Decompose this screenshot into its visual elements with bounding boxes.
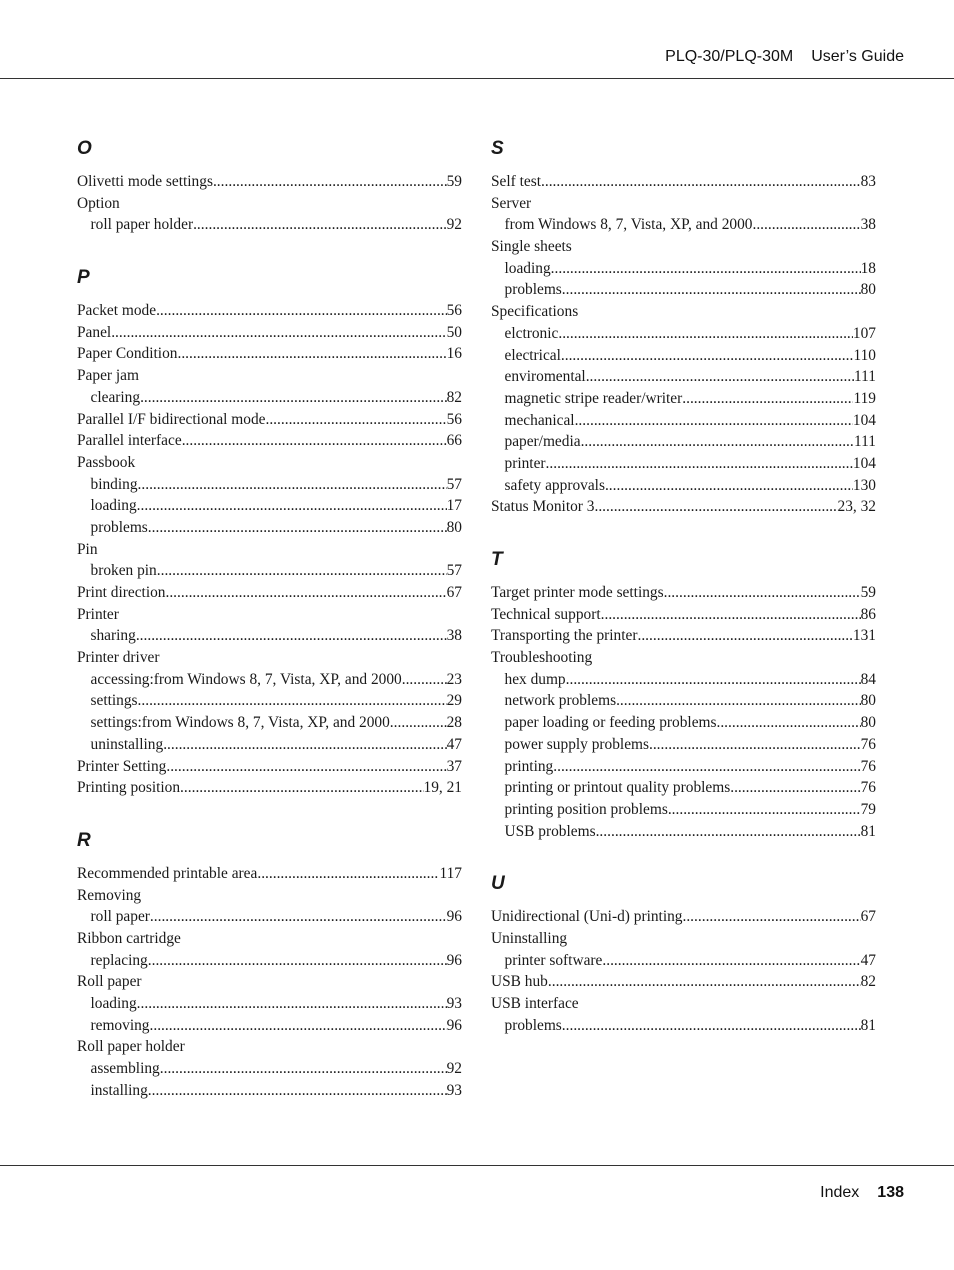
entry-term: Option [77, 194, 120, 212]
entry-page-ref: 16 [446, 345, 462, 363]
entry-page-ref: 104 [852, 411, 876, 429]
entry-term: clearing [90, 388, 141, 406]
entry-term: USB interface [491, 995, 579, 1012]
entry-term: printer software [504, 951, 603, 969]
entry-page-ref: 17 [446, 497, 462, 515]
dot-leader [581, 431, 854, 453]
index-section [77, 266, 462, 799]
index-entry [491, 496, 876, 518]
entry-term: accessing:from Windows 8, 7, Vista, XP, and 2000 [90, 670, 402, 688]
index-subentry [77, 387, 462, 409]
entry-term: Panel [77, 323, 112, 341]
index-subentry [491, 431, 876, 453]
entry-term: problems [504, 1016, 562, 1034]
index-subentry [77, 993, 462, 1015]
entry-term: Packet mode [77, 302, 157, 320]
index-entry [77, 452, 462, 474]
entry-page-ref: 47 [860, 951, 876, 969]
entry-page-ref: 80 [446, 518, 462, 536]
dot-leader [140, 387, 447, 409]
dot-leader [558, 323, 853, 345]
dot-leader [193, 214, 447, 236]
entry-page-ref: 111 [854, 433, 876, 451]
footer-section: Index [820, 1184, 860, 1201]
section-letter: S [491, 138, 504, 159]
index-subentry [491, 1015, 876, 1037]
index-subentry [491, 821, 876, 843]
entry-term: Specifications [491, 303, 579, 321]
entry-page-ref: 56 [446, 410, 462, 428]
entry-term: Unidirectional (Uni-d) printing [491, 908, 683, 926]
index-subentry [77, 950, 462, 972]
section-letter: R [77, 829, 91, 851]
entry-page-ref: 38 [446, 627, 462, 645]
entry-term: loading [90, 995, 137, 1012]
dot-leader [601, 604, 861, 626]
index-entry [491, 928, 876, 950]
entry-term: safety approvals [504, 476, 605, 494]
entry-page-ref: 84 [860, 670, 876, 688]
entry-term: Paper Condition [77, 345, 178, 363]
entry-page-ref: 96 [446, 908, 462, 926]
entry-page-ref: 82 [860, 973, 876, 991]
entry-term: Removing [77, 886, 142, 904]
dot-leader [730, 777, 860, 799]
index-subentry [77, 1058, 462, 1080]
entry-term: USB hub [491, 973, 548, 991]
dot-leader [148, 1080, 447, 1102]
index-entry [77, 430, 462, 452]
entry-term: Troubleshooting [491, 649, 593, 667]
entry-page-ref: 76 [860, 779, 876, 797]
dot-leader [182, 430, 447, 452]
index-entry [491, 647, 876, 669]
entry-term: Printer driver [77, 649, 160, 667]
index-subentry [491, 279, 876, 301]
dot-leader [148, 950, 447, 972]
entry-page-ref: 76 [860, 757, 876, 775]
entry-page-ref: 29 [446, 692, 462, 710]
index-subentry [491, 388, 876, 410]
entry-page-ref: 56 [446, 302, 462, 320]
index-section [491, 548, 876, 842]
entry-page-ref: 131 [852, 627, 876, 645]
index-entry [491, 301, 876, 323]
entry-term: Paper jam [77, 367, 139, 385]
entry-page-ref: 19, 21 [423, 779, 462, 797]
product-name: PLQ-30/PLQ-30M [665, 48, 794, 65]
page-header [665, 48, 904, 66]
dot-leader [546, 453, 853, 475]
dot-leader [575, 410, 853, 432]
dot-leader [213, 171, 447, 193]
entry-term: uninstalling [90, 735, 164, 753]
dot-leader [682, 388, 853, 410]
entry-page-ref: 37 [446, 757, 462, 775]
entry-term: Printing position [77, 779, 181, 797]
dot-leader [265, 409, 446, 431]
entry-term: assembling [90, 1060, 160, 1078]
index-entry [77, 777, 462, 799]
entry-term: problems [504, 281, 562, 299]
entry-term: magnetic stripe reader/writer [504, 389, 683, 407]
entry-term: from Windows 8, 7, Vista, XP, and 2000 [504, 216, 753, 234]
entry-term: printing [504, 757, 554, 775]
entry-page-ref: 80 [860, 692, 876, 710]
entry-term: paper/media [504, 433, 581, 451]
index-entry [77, 971, 462, 993]
index-subentry [491, 323, 876, 345]
entry-page-ref: 80 [860, 714, 876, 732]
index-subentry [491, 756, 876, 778]
index-subentry [491, 258, 876, 280]
index-subentry [491, 712, 876, 734]
index-entry [77, 756, 462, 778]
entry-term: replacing [90, 951, 148, 969]
entry-term: settings [90, 692, 138, 710]
index-entry [491, 971, 876, 993]
entry-page-ref: 67 [860, 908, 876, 926]
entry-page-ref: 96 [446, 951, 462, 969]
index-entry [77, 539, 462, 561]
entry-page-ref: 80 [860, 281, 876, 299]
index-subentry [77, 906, 462, 928]
entry-term: Target printer mode settings [491, 584, 664, 601]
entry-page-ref: 47 [446, 735, 462, 753]
entry-term: Parallel I/F bidirectional mode [77, 410, 266, 428]
entry-term: USB problems [504, 822, 596, 840]
index-entry [77, 863, 462, 885]
index-entry [77, 300, 462, 322]
dot-leader [562, 279, 861, 301]
dot-leader [160, 1058, 447, 1080]
index-subentry [491, 777, 876, 799]
index-subentry [491, 799, 876, 821]
entry-page-ref: 79 [860, 800, 876, 818]
dot-leader [157, 560, 447, 582]
entry-term: sharing [90, 627, 136, 645]
section-letter: T [491, 549, 503, 570]
index-entry [77, 193, 462, 215]
dot-leader [586, 366, 854, 388]
entry-page-ref: 67 [446, 584, 462, 601]
index-subentry [491, 453, 876, 475]
entry-term: binding [90, 475, 138, 493]
entry-page-ref: 57 [446, 475, 462, 493]
entry-term: power supply problems [504, 735, 649, 753]
dot-leader [637, 625, 852, 647]
index-subentry [77, 560, 462, 582]
dot-leader [566, 669, 861, 691]
entry-term: Ribbon cartridge [77, 929, 181, 947]
entry-term: Printer Setting [77, 757, 167, 775]
entry-term: printer [504, 454, 546, 472]
entry-term: network problems [504, 692, 617, 710]
entry-page-ref: 23, 32 [837, 498, 876, 516]
entry-term: printing position problems [504, 800, 668, 818]
entry-term: broken pin [90, 562, 157, 580]
entry-page-ref: 57 [446, 562, 462, 580]
entry-page-ref: 86 [860, 605, 876, 623]
dot-leader [562, 1015, 861, 1037]
index-entry [491, 193, 876, 215]
index-subentry [491, 950, 876, 972]
dot-leader [616, 690, 861, 712]
entry-term: settings:from Windows 8, 7, Vista, XP, and 2000 [90, 714, 390, 732]
dot-leader [136, 625, 447, 647]
entry-term: Status Monitor 3 [491, 498, 595, 516]
index-subentry [77, 712, 462, 734]
index-entry [491, 236, 876, 258]
index-entry [491, 604, 876, 626]
entry-term: Print direction [77, 584, 166, 601]
entry-term: Printer [77, 605, 119, 623]
entry-term: Server [491, 194, 532, 212]
index-entry [491, 906, 876, 928]
entry-page-ref: 107 [852, 324, 876, 342]
dot-leader [111, 322, 446, 344]
index-entry [77, 365, 462, 387]
index-section [77, 137, 462, 236]
index-subentry [77, 1080, 462, 1102]
entry-page-ref: 92 [446, 216, 462, 234]
entry-page-ref: 130 [852, 476, 876, 494]
entry-page-ref: 104 [852, 454, 876, 472]
entry-term: paper loading or feeding problems [504, 714, 717, 732]
index-subentry [491, 690, 876, 712]
dot-leader [682, 906, 860, 928]
entry-term: Olivetti mode settings [77, 173, 213, 190]
index-subentry [77, 214, 462, 236]
entry-page-ref: 81 [860, 822, 876, 840]
dot-leader [594, 496, 837, 518]
entry-page-ref: 82 [446, 388, 462, 406]
entry-page-ref: 119 [853, 389, 876, 407]
entry-term: roll paper [90, 908, 150, 926]
entry-page-ref: 93 [446, 995, 462, 1012]
footer-rule [0, 1165, 954, 1166]
dot-leader [541, 171, 861, 193]
entry-term: Technical support [491, 605, 601, 623]
entry-term: hex dump [504, 670, 566, 688]
entry-page-ref: 81 [860, 1016, 876, 1034]
entry-term: loading [90, 497, 137, 515]
index-subentry [77, 1015, 462, 1037]
entry-term: Recommended printable area [77, 864, 258, 882]
index-section [491, 137, 876, 518]
dot-leader [163, 734, 446, 756]
entry-page-ref: 92 [446, 1060, 462, 1078]
entry-term: Parallel interface [77, 432, 182, 450]
dot-leader [150, 906, 447, 928]
dot-leader [138, 690, 447, 712]
index-section [491, 872, 876, 1036]
entry-term: printing or printout quality problems [504, 779, 731, 797]
entry-term: Self test [491, 173, 542, 190]
index-entry [77, 582, 462, 604]
index-entry [77, 604, 462, 626]
entry-term: enviromental [504, 368, 586, 386]
page-number: 138 [877, 1184, 904, 1201]
index-section [77, 829, 462, 1102]
dot-leader [137, 495, 447, 517]
page-footer [820, 1184, 904, 1202]
section-letter: U [491, 873, 505, 895]
index-subentry [491, 669, 876, 691]
entry-page-ref: 50 [446, 323, 462, 341]
dot-leader [553, 756, 860, 778]
dot-leader [177, 343, 446, 365]
entry-term: roll paper holder [90, 216, 194, 234]
dot-leader [664, 582, 861, 604]
entry-term: removing [90, 1016, 150, 1034]
dot-leader [551, 258, 861, 280]
dot-leader [137, 993, 447, 1015]
index-column-left [77, 137, 462, 1131]
index-subentry [77, 669, 462, 691]
entry-page-ref: 76 [860, 735, 876, 753]
entry-page-ref: 28 [446, 714, 462, 732]
index-subentry [77, 517, 462, 539]
dot-leader [257, 863, 439, 885]
entry-page-ref: 83 [860, 173, 876, 190]
index-entry [77, 409, 462, 431]
entry-page-ref: 59 [446, 173, 462, 190]
dot-leader [166, 756, 446, 778]
entry-page-ref: 18 [860, 259, 876, 277]
entry-term: Roll paper holder [77, 1038, 185, 1056]
entry-term: Roll paper [77, 973, 142, 991]
header-rule [0, 78, 954, 79]
entry-page-ref: 66 [446, 432, 462, 450]
index-entry [77, 322, 462, 344]
index-subentry [491, 410, 876, 432]
dot-leader [668, 799, 861, 821]
dot-leader [752, 214, 860, 236]
entry-page-ref: 96 [446, 1016, 462, 1034]
dot-leader [716, 712, 860, 734]
dot-leader [165, 582, 446, 604]
entry-term: electrical [504, 346, 561, 364]
dot-leader [402, 669, 447, 691]
index-entry [77, 343, 462, 365]
entry-term: loading [504, 259, 551, 277]
entry-term: Transporting the printer [491, 627, 638, 645]
index-subentry [491, 345, 876, 367]
entry-term: Single sheets [491, 238, 572, 256]
dot-leader [150, 1015, 447, 1037]
index-subentry [491, 366, 876, 388]
dot-leader [596, 821, 861, 843]
index-column-right [491, 137, 876, 1066]
dot-leader [649, 734, 861, 756]
index-entry [491, 993, 876, 1015]
entry-term: mechanical [504, 411, 575, 429]
index-subentry [491, 475, 876, 497]
entry-term: installing [90, 1081, 148, 1099]
dot-leader [156, 300, 447, 322]
index-subentry [77, 474, 462, 496]
index-entry [491, 582, 876, 604]
index-entry [491, 171, 876, 193]
dot-leader [561, 345, 854, 367]
index-subentry [77, 734, 462, 756]
index-entry [77, 647, 462, 669]
entry-term: elctronic [504, 324, 559, 342]
index-subentry [77, 625, 462, 647]
entry-term: Passbook [77, 453, 136, 471]
index-entry [77, 885, 462, 907]
index-subentry [491, 734, 876, 756]
entry-term: Pin [77, 540, 98, 558]
dot-leader [180, 777, 423, 799]
section-letter: O [77, 138, 92, 159]
guide-title: User’s Guide [811, 48, 904, 65]
entry-page-ref: 38 [860, 216, 876, 234]
entry-page-ref: 117 [439, 864, 462, 882]
index-subentry [77, 495, 462, 517]
entry-term: Uninstalling [491, 929, 568, 947]
index-subentry [491, 214, 876, 236]
section-letter: P [77, 267, 90, 289]
index-entry [77, 928, 462, 950]
index-entry [77, 1036, 462, 1058]
entry-page-ref: 111 [854, 368, 876, 386]
dot-leader [390, 712, 447, 734]
entry-page-ref: 23 [446, 670, 462, 688]
index-entry [491, 625, 876, 647]
dot-leader [602, 950, 860, 972]
index-entry [77, 171, 462, 193]
index-subentry [77, 690, 462, 712]
dot-leader [138, 474, 447, 496]
entry-page-ref: 110 [853, 346, 876, 364]
dot-leader [548, 971, 861, 993]
entry-page-ref: 93 [446, 1081, 462, 1099]
dot-leader [605, 475, 853, 497]
entry-term: problems [90, 518, 148, 536]
entry-page-ref: 59 [860, 584, 876, 601]
dot-leader [148, 517, 447, 539]
